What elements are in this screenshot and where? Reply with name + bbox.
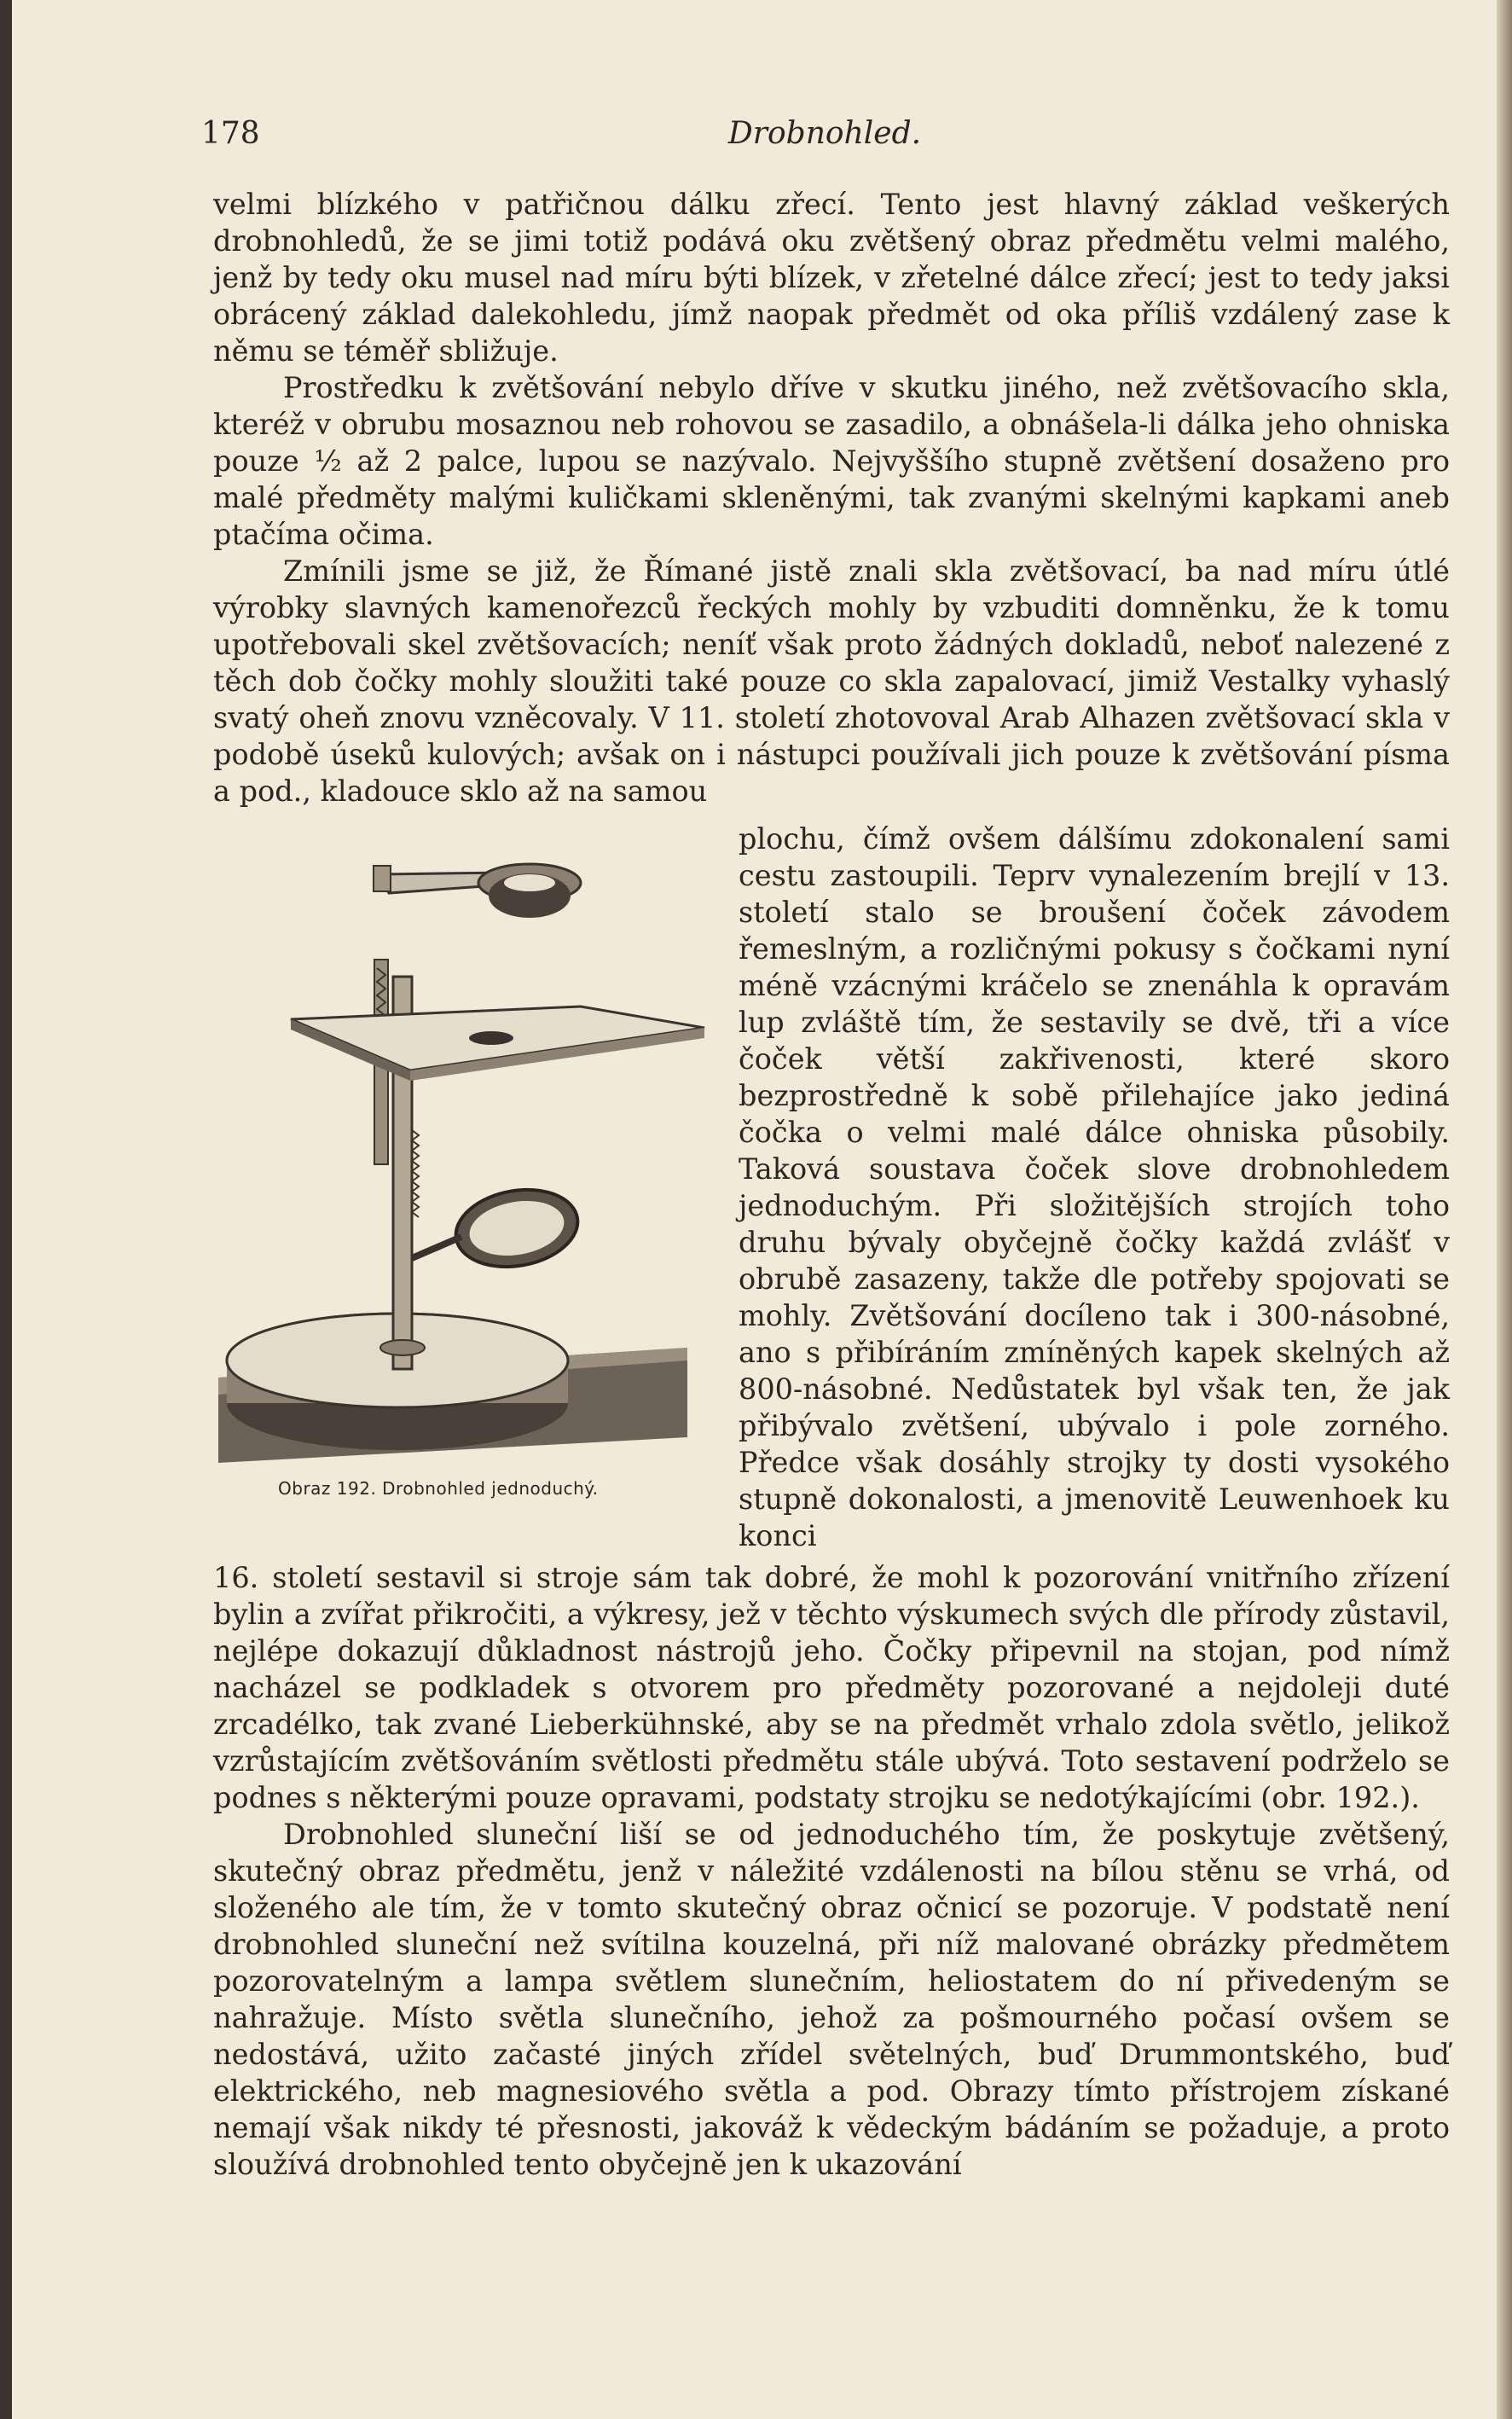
figure-caption: Obraz 192. Drobnohled jednoduchý. [278, 1478, 599, 1499]
paragraph: Prostředku k zvětšování nebylo dříve v skutku jiného, než zvětšovacího skla, kteréž v obrubu mosaznou neb rohovou se zasadilo, a obnášela-li dálka jeho ohniska pouze ½ až 2 palce, lupou se nazývalo. Nejvyššího stupně zvětšení dosaženo pro malé předměty malými kuličkami skleněnými, tak zvanými skelnými kapkami aneb ptačíma očima. [213, 371, 1450, 551]
paragraph-continued: plochu, čímž ovšem dálšímu zdokonalení sami cestu zastoupili. Teprv vynalezením brejlí v 13. století stalo se broušení čoček závodem řemeslným, a rozličnými pokusy s čočkami nyní méně vzácnými kráčelo se znenáhla k opravám lup zvláště tím, že sestavily se dvě, tři a více čoček větší zakřivenosti, které skoro bezprostředně k sobě přilehajíce jako jediná čočka o velmi malé dálce ohniska působily. Taková soustava čoček slove drobnohledem jednoduchým. Při složitějších strojích toho druhu bývaly obyčejně čočky každá zvlášť v obrubě zasazeny, takže dle potřeby spojovati se mohly. Zvětšování docíleno tak i 300-násobné, ano s přibíráním zmíněných kapek skelných až 800-násobné. Nedůstatek byl však ten, že jak přibývalo zvětšení, ubývalo i pole zorného. Předce však dosáhly strojky ty dosti vysokého stupně dokonalosti, a jmenovitě Leuwenhoek ku konci [739, 822, 1450, 1552]
text-block-wrap [739, 821, 1450, 1554]
page-edge [1497, 0, 1512, 2419]
book-page [12, 0, 1512, 2419]
paragraph: 16. století sestavil si stroje sám tak dobré, že mohl k pozorování vnitřního zřízení bylin a zvířat přikročiti, a výkresy, jež v těchto výskumech svých dle přírody zůstavil, nejlépe dokazují důkladnost nástrojů jeho. Čočky připevnil na stojan, pod nímž nacházel se podkladek s otvorem pro předměty pozorované a nejdoleji duté zrcadélko, tak zvané Lieberkühnské, aby se na předmět vrhalo zdola světlo, jelikož vzrůstajícím zvětšováním světlosti předmětu stále ubývá. Toto sestavení podrželo se podnes s některými pouze opravami, podstaty strojku se nedotýkajícími (obr. 192.). [213, 1561, 1450, 1814]
paragraph: Zmínili jsme se již, že Římané jistě znali skla zvětšovací, ba nad míru útlé výrobky slavných kamenořezců řeckých mohly by vzbuditi domněnku, že k tomu upotřebovali skel zvětšovacích; neníť však proto žádných dokladů, neboť nalezené z těch dob čočky mohly sloužiti také pouze co skla zapalovací, jimiž Vestalky vyhaslý svatý oheň znovu vzněcovaly. V 11. století zhotovoval Arab Alhazen zvětšovací skla v podobě úseků kulových; avšak on i nástupci používali jich pouze k zvětšování písma a pod., kladouce sklo až na samou [213, 554, 1450, 808]
figure-microscope [210, 849, 709, 1505]
running-title: Drobnohled. [727, 116, 922, 151]
text-block-bottom [213, 1559, 1450, 2183]
paragraph: velmi blízkého v patřičnou dálku zřecí. Tento jest hlavný základ veškerých drobnohledů, že se jimi totiž podává oku zvětšený obraz předmětu velmi malého, jenž by tedy oku musel nad míru býti blízek, v zřetelné dálce zřecí; jest to tedy jaksi obrácený základ dalekohledu, jímž naopak předmět od oka příliš vzdálený zase k němu se téměř sbližuje. [213, 188, 1450, 368]
text-block-top [213, 186, 1450, 809]
page-number: 178 [201, 116, 260, 151]
paragraph: Drobnohled sluneční liší se od jednoduchého tím, že poskytuje zvětšený, skutečný obraz předmětu, jenž v náležité vzdálenosti na bílou stěnu se vrhá, od složeného ale tím, že v tomto skutečný obraz očnicí se pozoruje. V podstatě není drobnohled sluneční než svítilna kouzelná, při níž malované obrázky předmětem pozorovatelným a lampa světlem slunečním, heliostatem do ní přivedeným se nahražuje. Místo světla slunečního, jehož za pošmourného počasí ovšem se nedostává, užito začasté jiných zřídel světelných, buď Drummontského, buď elektrického, neb magnesiového světla a pod. Obrazy tímto přístrojem získané nemají však nikdy té přesnosti, jakováž k vědeckým bádáním se požaduje, a proto sloužívá drobnohled tento obyčejně jen k ukazování [213, 1818, 1450, 2181]
page-header [201, 109, 1448, 160]
simple-microscope-illustration [210, 849, 709, 1471]
